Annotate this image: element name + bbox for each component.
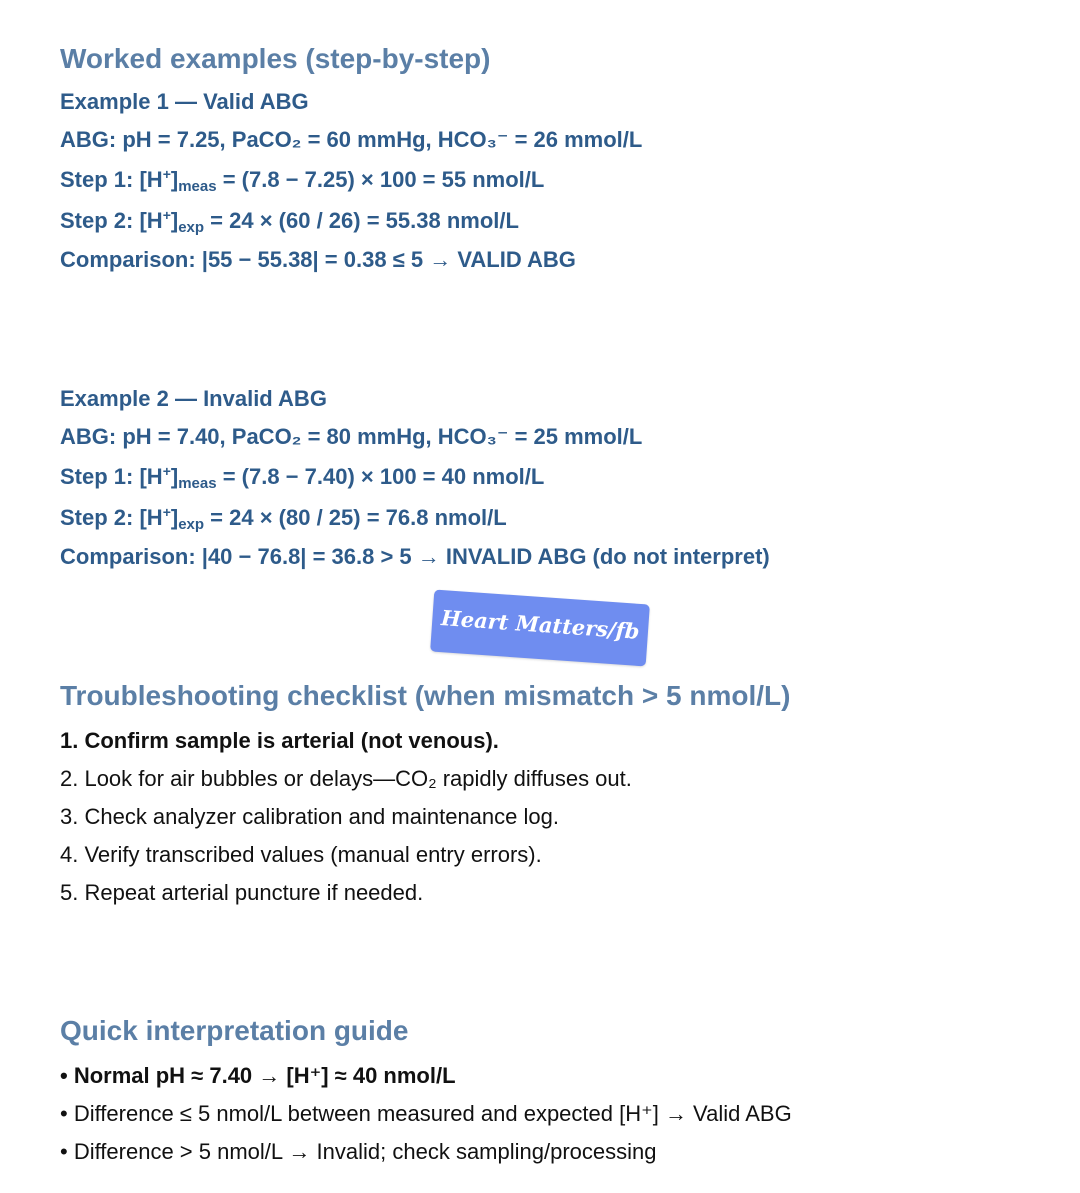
example-1-step-1 xyxy=(60,167,544,193)
watermark-text: Heart Matters/fb xyxy=(440,605,641,644)
bracket: ] xyxy=(170,464,179,489)
example-1-abg-values: ABG: pH = 7.25, PaCO₂ = 60 mmHg, HCO₃⁻ = 26 mmol/L xyxy=(60,127,643,152)
checklist-item: 3. Check analyzer calibration and maintenance log. xyxy=(60,804,559,829)
bracket: ] xyxy=(170,167,179,192)
example-1-step-2 xyxy=(60,208,519,234)
example-2-comparison: Comparison: |40 − 76.8| = 36.8 > 5 → INVALID ABG (do not interpret) xyxy=(60,544,770,569)
meas-subscript: meas xyxy=(178,475,217,492)
bracket: ] xyxy=(170,208,179,233)
plus-superscript: + xyxy=(162,504,171,520)
exp-subscript: exp xyxy=(178,219,205,236)
step-1-formula: = (7.8 − 7.40) × 100 = 40 nmol/L xyxy=(216,464,545,489)
worked-examples-heading: Worked examples (step-by-step) xyxy=(60,43,491,74)
example-2-title: Example 2 — Invalid ABG xyxy=(60,386,327,411)
checklist-item: 2. Look for air bubbles or delays—CO₂ rapidly diffuses out. xyxy=(60,766,632,791)
step-1-prefix: Step 1: [H xyxy=(60,464,163,489)
step-2-formula: = 24 × (60 / 26) = 55.38 nmol/L xyxy=(204,208,519,233)
example-1-title: Example 1 — Valid ABG xyxy=(60,89,309,114)
plus-superscript: + xyxy=(162,207,171,223)
step-2-prefix: Step 2: [H xyxy=(60,505,163,530)
example-2-step-2 xyxy=(60,505,507,531)
bracket: ] xyxy=(170,505,179,530)
step-1-formula: = (7.8 − 7.25) × 100 = 55 nmol/L xyxy=(216,167,545,192)
step-2-prefix: Step 2: [H xyxy=(60,208,163,233)
plus-superscript: + xyxy=(162,166,171,182)
guide-item: • Normal pH ≈ 7.40 → [H⁺] ≈ 40 nmol/L xyxy=(60,1063,456,1088)
quick-guide-heading: Quick interpretation guide xyxy=(60,1015,409,1046)
checklist-item: 5. Repeat arterial puncture if needed. xyxy=(60,880,424,905)
step-1-prefix: Step 1: [H xyxy=(60,167,163,192)
example-1-comparison: Comparison: |55 − 55.38| = 0.38 ≤ 5 → VALID ABG xyxy=(60,247,576,272)
meas-subscript: meas xyxy=(178,178,217,195)
example-2-abg-values: ABG: pH = 7.40, PaCO₂ = 80 mmHg, HCO₃⁻ = 25 mmol/L xyxy=(60,424,643,449)
step-2-formula: = 24 × (80 / 25) = 76.8 nmol/L xyxy=(204,505,507,530)
example-2-step-1 xyxy=(60,464,544,490)
heart-matters-badge xyxy=(430,590,650,667)
guide-item: • Difference ≤ 5 nmol/L between measured and expected [H⁺] → Valid ABG xyxy=(60,1101,792,1126)
checklist-item: 4. Verify transcribed values (manual entry errors). xyxy=(60,842,542,867)
guide-item: • Difference > 5 nmol/L → Invalid; check sampling/processing xyxy=(60,1139,657,1164)
plus-superscript: + xyxy=(162,463,171,479)
checklist-item: 1. Confirm sample is arterial (not venous). xyxy=(60,728,499,753)
exp-subscript: exp xyxy=(178,516,205,533)
troubleshooting-heading: Troubleshooting checklist (when mismatch > 5 nmol/L) xyxy=(60,680,791,711)
